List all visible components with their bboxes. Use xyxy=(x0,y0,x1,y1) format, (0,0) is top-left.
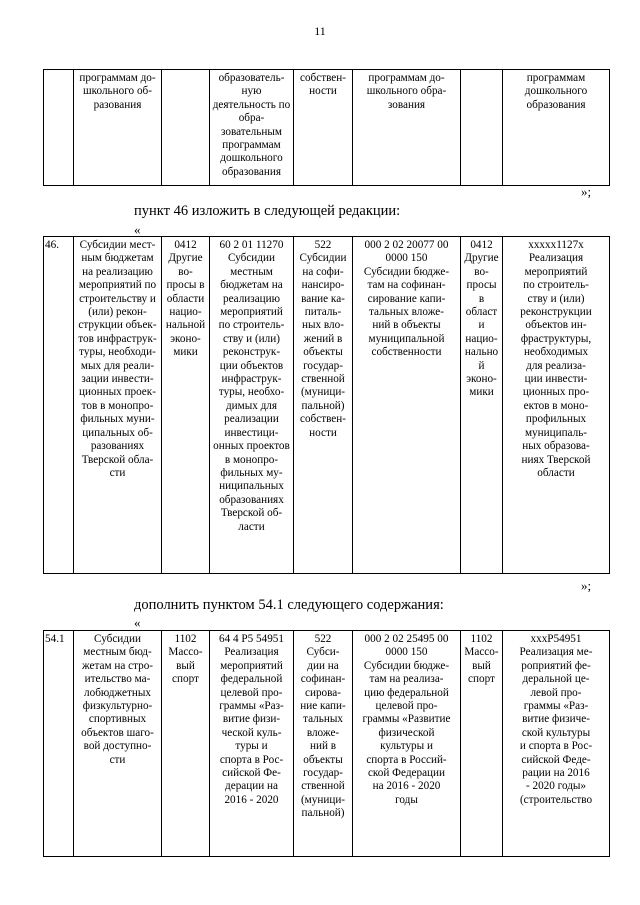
opening-quote: « xyxy=(134,222,141,237)
table-cell: 0412 Другие во- просы в области нацио- нальной эконо- мики xyxy=(461,237,503,574)
table-cell: программам до- школьного об- разования xyxy=(74,70,162,186)
row-number: 46. xyxy=(44,237,74,574)
table-cell: 0412 Другие во- просы в области нацио- нальной эконо- мики xyxy=(162,237,210,574)
table-cell: 64 4 P5 54951 Реализация мероприятий федеральной целевой про- граммы «Раз- витие физи- ческой куль- туры и спорта в Рос- сийской Фе- дерации на 2016 - 2020 xyxy=(210,631,294,857)
table-cell: Субсидии мест- ным бюджетам на реализацию мероприятий по строительству и (или) рекон- струкции объек- тов инфраструк- туры, необходи- мых для реали- зации инвести- ционных проек- тов в монопро- фильных муни- ципальных об- разованиях Тверской обла- сти xyxy=(74,237,162,574)
table-continuation xyxy=(43,69,610,186)
table-cell: 1102 Массо- вый спорт xyxy=(461,631,503,857)
table-cell: 000 2 02 25495 00 0000 150 Субсидии бюдже- там на реализа- цию федеральной целевой про- граммы «Развитие физической культуры и спорта в Россий- ской Федерации на 2016 - 2020 годы xyxy=(353,631,461,857)
table-cell: 1102 Массо- вый спорт xyxy=(162,631,210,857)
closing-quote: »; xyxy=(581,184,592,199)
table-cell: собствен- ности xyxy=(294,70,353,186)
instruction-item-46: пункт 46 изложить в следующей редакции: xyxy=(134,203,401,219)
table-item-46 xyxy=(43,236,610,574)
table-cell: программам дошкольного образования xyxy=(503,70,610,186)
table-cell: 000 2 02 20077 00 0000 150 Субсидии бюдже- там на софинан- сирование капи- тальных вложе- ний в объекты муниципальной собственности xyxy=(353,237,461,574)
table-cell: xxxxx1127x Реализация мероприятий по строитель- ству и (или) реконструкции объектов ин- фраструктуры, необходимых для реализа- ции инвести- ционных про- ектов в моно- профильных муниципаль- ных образова- ниях Тверской области xyxy=(503,237,610,574)
table-cell: 522 Субси- дии на софинан- сирова- ние капи- тальных вложе- ний в объекты государ- ственной (муници- пальной) xyxy=(294,631,353,857)
table-cell: Субсидии местным бюд- жетам на стро- ительство ма- лобюджетных физкультурно- спортивных объектов шаго- вой доступно- сти xyxy=(74,631,162,857)
table-cell xyxy=(162,70,210,186)
table-cell: 522 Субсидии на софи- нансиро- вание ка- питаль- ных вло- жений в объекты государ- ственной (муници- пальной) собствен- ности xyxy=(294,237,353,574)
row-number: 54.1 xyxy=(44,631,74,857)
opening-quote: « xyxy=(134,615,141,630)
page-number: 11 xyxy=(314,24,326,38)
instruction-item-54-1: дополнить пунктом 54.1 следующего содержания: xyxy=(134,597,444,613)
table-item-54-1 xyxy=(43,630,610,857)
table-cell xyxy=(44,70,74,186)
table-cell: 60 2 01 11270 Субсидии местным бюджетам на реализацию мероприятий по строитель- ству и (или) реконструк- ции объектов инфраструк- туры, необхо- димых для реализации инвестици- онных проектов в монопро- фильных му- ниципальных образованиях Тверской об- ласти xyxy=(210,237,294,574)
table-cell xyxy=(461,70,503,186)
table-cell: xxxP54951 Реализация ме- роприятий фе- деральной це- левой про- граммы «Раз- витие физиче- ской культуры и спорта в Рос- сийской Феде- рации на 2016 - 2020 годы» (строительство xyxy=(503,631,610,857)
table-cell: программам до- школьного обра- зования xyxy=(353,70,461,186)
closing-quote: »; xyxy=(581,578,592,593)
table-cell: образователь- ную деятельность по обра- зовательным программам дошкольного образования xyxy=(210,70,294,186)
